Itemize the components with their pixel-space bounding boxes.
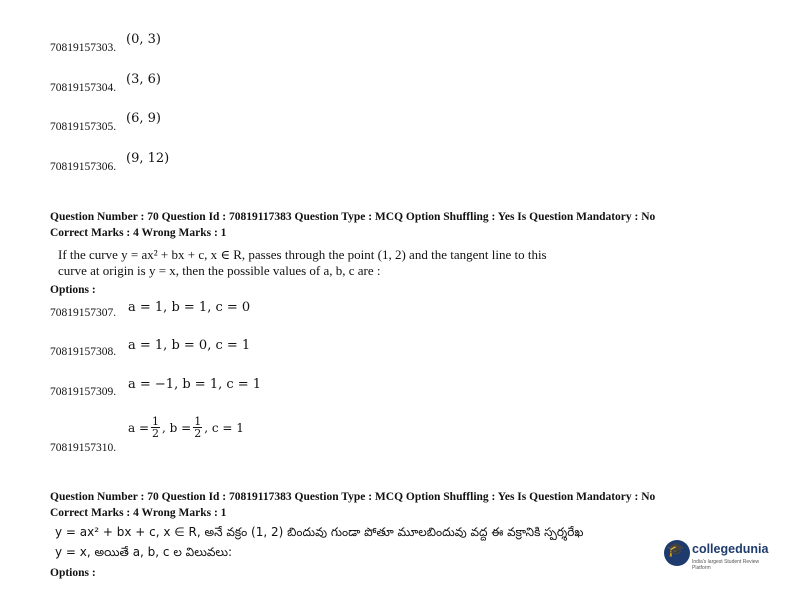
option-id: 70819157307. [50, 307, 117, 319]
question-text-line2: y = x, అయితే a, b, c ల విలువలు: [55, 545, 233, 559]
options-label: Options : [50, 284, 96, 296]
option-value: (3, 6) [126, 72, 161, 87]
fraction-denominator: 2 [152, 427, 160, 440]
question-header: Question Number : 70 Question Id : 70819117383 Question Type : MCQ Option Shuffling : Yes Is Question Mandatory : No [50, 491, 656, 503]
fraction-option [128, 416, 244, 439]
option-value: (6, 9) [126, 111, 161, 126]
question-marks: Correct Marks : 4 Wrong Marks : 1 [50, 507, 227, 519]
question-header: Question Number : 70 Question Id : 70819117383 Question Type : MCQ Option Shuffling : Yes Is Question Mandatory : No [50, 211, 656, 223]
option-id: 70819157303. [50, 42, 117, 54]
question-text-line1: y = ax² + bx + c, x ∈ R, అనే వక్రం (1, 2) బిందువు గుండా పోతూ మూలబిందువు వద్ద ఈ వక్రానికి స్పర్శరేఖ [55, 525, 584, 539]
option-value: (9, 12) [126, 151, 170, 166]
question-text-line1: If the curve y = ax² + bx + c, x ∈ R, passes through the point (1, 2) and the tangent line to this [58, 247, 547, 262]
option-id: 70819157309. [50, 386, 117, 398]
option-id: 70819157304. [50, 82, 117, 94]
fraction-numerator: 1 [194, 415, 202, 428]
collegedunia-logo [664, 540, 769, 572]
fraction-denominator: 2 [194, 427, 202, 440]
fraction-numerator: 1 [152, 415, 160, 428]
logo-tagline: India's largest Student Review Platform [692, 559, 760, 571]
option-value: (0, 3) [126, 32, 161, 47]
option-value: a = 1, b = 0, c = 1 [128, 338, 251, 353]
question-marks: Correct Marks : 4 Wrong Marks : 1 [50, 227, 227, 239]
options-label: Options : [50, 567, 96, 579]
option-id: 70819157306. [50, 161, 117, 173]
fraction-a [151, 416, 160, 439]
question-text-line2: curve at origin is y = x, then the possible values of a, b, c are : [58, 263, 381, 278]
b-label: , b = [162, 420, 192, 435]
logo-name: collegedunia [692, 542, 769, 556]
option-value: a = 1, b = 1, c = 0 [128, 300, 251, 315]
a-label: a = [128, 420, 150, 435]
option-id: 70819157310. [50, 442, 117, 454]
graduation-cap-icon: 🎓 [667, 543, 685, 558]
c-label: , c = 1 [204, 420, 244, 435]
option-id: 70819157305. [50, 121, 117, 133]
option-id: 70819157308. [50, 346, 117, 358]
fraction-b [193, 416, 202, 439]
option-value: a = −1, b = 1, c = 1 [128, 377, 262, 392]
